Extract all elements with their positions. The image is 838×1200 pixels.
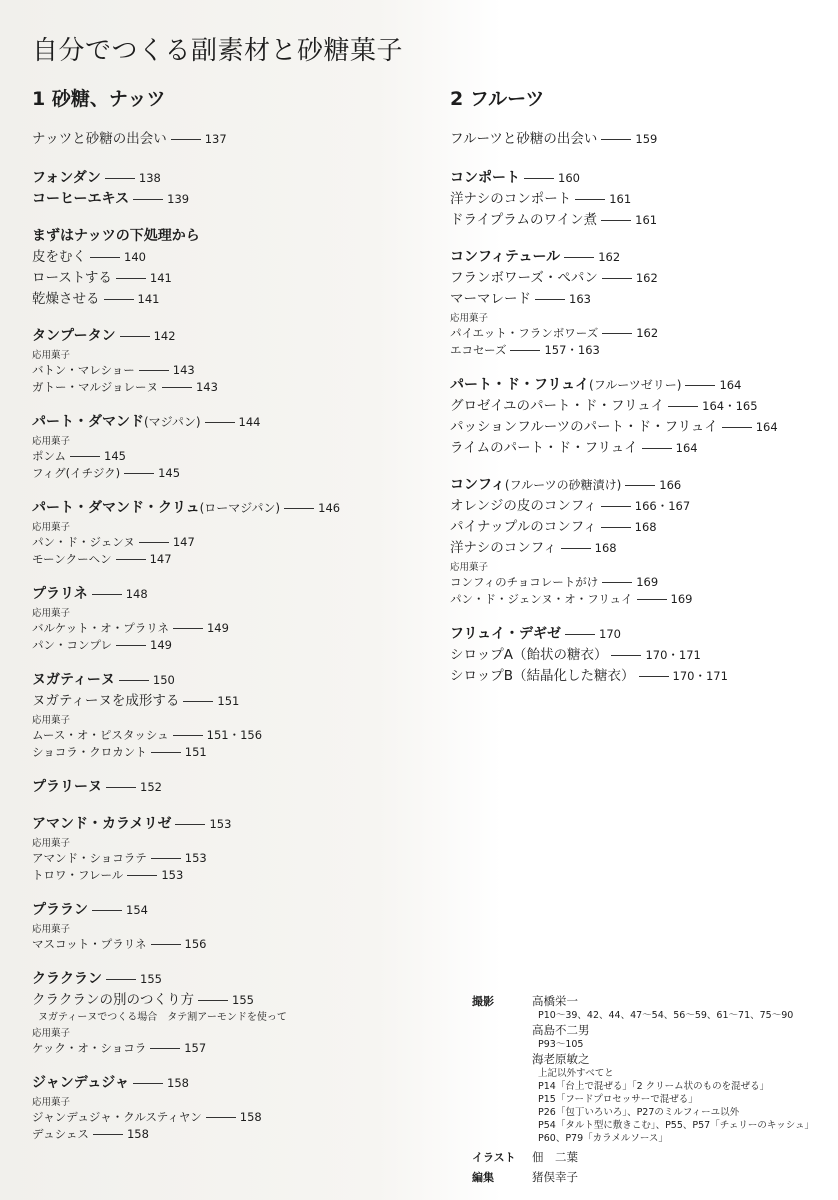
leader-dash [206,1117,236,1118]
entry-page: 143 [172,363,195,377]
applied-sweets-label: 応用菓子 [32,1097,71,1108]
entry-subtitle: (ローマジパン) [199,501,281,515]
leader-dash [116,278,146,279]
leader-dash [198,1000,228,1001]
toc-group [32,412,432,482]
entry-label: ライムのパート・ド・フリュイ [450,440,638,456]
entry-label: ケック・オ・ショコラ [32,1041,147,1055]
entry-page: 138 [138,171,161,185]
toc-entry [32,247,432,268]
toc-column-sugar-nuts [32,84,432,1159]
entry-label: アマンド・ショコラテ [32,851,147,865]
leader-dash [119,680,149,681]
entry-subtitle: (フルーツの砂糖漬け) [504,478,622,492]
toc-group [450,168,830,231]
toc-entry [450,189,830,210]
leader-dash [611,655,641,656]
leader-dash [124,473,154,474]
entry-label: クラクランの別のつくり方 [32,992,194,1008]
toc-entry [32,168,432,189]
leader-dash [565,634,595,635]
credit-detail: P15「フードプロセッサーで混ぜる」 [538,1094,698,1105]
entry-label: タンプータン [32,328,116,344]
leader-dash [284,508,314,509]
toc-entry [32,1126,432,1143]
leader-dash [637,599,667,600]
toc-group [32,326,432,396]
toc-entry [450,375,830,396]
leader-dash [722,427,752,428]
leader-dash [106,979,136,980]
credit-role: 撮影 [472,995,494,1008]
leader-dash [151,858,181,859]
entry-label: プラリーヌ [32,779,102,795]
toc-entry [32,1040,432,1057]
entry-page: 161 [609,192,632,206]
credit-detail: P14「台上で混ぜる」「2 クリーム状のものを混ぜる」 [538,1081,770,1092]
leader-dash [133,1083,163,1084]
entry-page: 144 [238,415,261,429]
leader-dash [150,1048,180,1049]
entry-label: パート・ダマンド・クリュ [32,500,200,516]
entry-label: 洋ナシのコンポート [450,191,572,207]
credit-role: イラスト [472,1151,516,1164]
entry-page: 168 [634,520,657,534]
toc-entry [32,777,432,798]
entry-page: 152 [140,780,162,794]
entry-label: フォンダン [32,170,101,186]
entry-label: ナッツと砂糖の出会い [32,131,167,147]
toc-entry [450,210,830,231]
credit-body [532,1169,836,1185]
toc-entry [32,620,432,637]
toc-entry [450,666,830,687]
toc-entry [32,1073,432,1094]
leader-dash [183,701,213,702]
leader-dash [602,333,632,334]
leader-dash [116,645,146,646]
credit-name: 高島不二男 [532,1023,590,1037]
credit-detail: P54「タルト型に敷きこむ」、P55、P57「チェリーのキッシュ」 [538,1120,815,1131]
leader-dash [127,875,157,876]
entry-page: 149 [150,638,172,652]
entry-label: パッションフルーツのパート・ド・フリュイ [450,419,718,435]
leader-dash [105,178,135,179]
toc-entry [32,936,432,953]
toc-entry [450,396,830,417]
credit-detail: P26「包丁いろいろ」、P27のミルフィーユ以外 [538,1107,740,1118]
leader-dash [510,350,540,351]
leader-dash [139,370,169,371]
entry-label: エコセーズ [450,343,507,357]
entry-page: 153 [161,868,184,882]
toc-group [32,584,432,654]
leader-dash [173,628,203,629]
leader-dash [642,448,672,449]
entry-label: マーマレード [450,291,531,307]
entry-label: パイエット・フランボワーズ [450,326,599,340]
entry-page: 146 [318,501,341,515]
toc-group [32,900,432,953]
entry-label: ムース・オ・ピスタッシュ [32,728,169,742]
leader-dash [93,1134,123,1135]
entry-label: パイナップルのコンフィ [450,519,597,535]
entry-label: フィグ(イチジク) [32,466,121,480]
entry-label: まずはナッツの下処理から [32,228,200,244]
credit-body [532,1149,836,1165]
entry-page: 155 [232,993,254,1007]
entry-page: 151 [184,745,207,759]
entry-page: 163 [569,292,591,306]
entry-label: パン・ド・ジェンヌ [32,535,135,549]
credit-detail: P93～105 [538,1039,584,1050]
entry-page: 141 [149,271,172,285]
toc-entry [32,226,432,247]
applied-sweets-label: 応用菓子 [32,522,71,533]
entry-page: 164 [675,441,698,455]
entry-page: 169 [670,592,693,606]
credits [472,993,836,1189]
entry-page: 158 [239,1110,262,1124]
entry-label: アマンド・カラメリゼ [32,816,172,832]
entry-label: パン・ド・ジェンヌ・オ・フリュイ [450,592,633,606]
toc-entry [32,534,432,551]
entry-page: 140 [124,250,146,264]
entry-label: ポンム [32,449,67,463]
entry-label: ドライプラムのワイン煮 [450,212,598,228]
entry-page: 169 [636,575,659,589]
leader-dash [205,422,235,423]
entry-label: ジャンデュジャ [32,1075,130,1091]
toc-entry [32,691,432,712]
entry-label: 洋ナシのコンフィ [450,540,557,556]
leader-dash [602,582,632,583]
page-title: 自分でつくる副素材と砂糖菓子 [32,36,404,66]
leader-dash [685,385,715,386]
entry-label: プラリネ [32,586,88,602]
entry-page: 147 [172,535,195,549]
entry-page: 142 [153,329,176,343]
toc-entry [450,417,830,438]
entry-page: 150 [152,673,175,687]
toc-entry [450,168,830,189]
entry-page: 139 [167,192,190,206]
credit-body [532,993,836,1145]
leader-dash [92,910,122,911]
entry-label: グロゼイユのパート・ド・フリュイ [450,398,665,414]
leader-dash [639,676,669,677]
credit-role: 編集 [472,1171,494,1184]
toc-group [32,670,432,761]
applied-sweets-label: 応用菓子 [32,715,71,726]
leader-dash [70,456,100,457]
leader-dash [561,548,591,549]
credit-row [472,1169,836,1185]
toc-group [450,475,830,608]
toc-entry [32,670,432,691]
toc-entry [32,969,432,990]
toc-entry [450,342,830,359]
toc-entry [450,496,830,517]
entry-label: バルケット・オ・プラリネ [32,621,169,635]
entry-page: 151 [217,694,240,708]
entry-label: コンフィ [450,477,505,493]
entry-label: ヌガティーヌでつくる場合 タテ割アーモンドを使って [38,1012,287,1023]
credit-detail: P60、P79「カラメルソース」 [538,1133,668,1144]
entry-label: ガトー・マルジョレーヌ [32,380,158,394]
toc-entry [32,498,432,519]
toc-intro-entry [32,129,432,150]
entry-page: 166・167 [634,499,691,513]
entry-label: シロップB（結晶化した糖衣） [450,668,635,684]
leader-dash [175,824,205,825]
leader-dash [92,594,122,595]
entry-label: パン・コンプレ [32,638,113,652]
toc-group [32,168,432,210]
entry-page: 149 [206,621,229,635]
leader-dash [133,199,163,200]
entry-page: 170・171 [672,669,728,683]
entry-page: 170・171 [645,648,701,662]
entry-page: 164・165 [702,399,758,413]
leader-dash [106,787,136,788]
entry-page: 161 [635,213,658,227]
toc-entry [450,289,830,310]
entry-page: 159 [635,132,658,146]
leader-dash [171,139,201,140]
entry-label: パート・ダマンド [32,414,144,430]
entry-page: 162 [636,326,659,340]
toc-group [32,777,432,798]
leader-dash [535,299,565,300]
toc-entry [450,325,830,342]
toc-column-fruits [450,84,830,703]
section-title: 1 砂糖、ナッツ [32,88,166,110]
entry-label: プララン [32,902,88,918]
credit-detail: P10～39、42、44、47～54、56～59、61～71、75～90 [538,1010,794,1021]
entry-page: 170 [599,627,621,641]
toc-intro-entry [450,129,830,150]
credit-row [472,993,836,1145]
entry-label: コンポート [450,170,520,186]
leader-dash [173,735,203,736]
section-title: 2 フルーツ [450,88,545,110]
entry-label: シロップA（飴状の糖衣） [450,647,608,663]
entry-page: 154 [126,903,148,917]
entry-page: 162 [635,271,658,285]
toc-entry [450,517,830,538]
credit-detail: 上記以外すべてと [538,1068,614,1079]
toc-entry [32,379,432,396]
applied-sweets-label: 応用菓子 [32,924,71,935]
leader-dash [601,139,631,140]
toc-entry [450,624,830,645]
entry-label: クラクラン [32,971,102,987]
leader-dash [564,257,594,258]
entry-page: 155 [140,972,162,986]
entry-page: 162 [598,250,621,264]
toc-entry [32,448,432,465]
entry-page: 143 [195,380,218,394]
leader-dash [104,299,134,300]
entry-label: 乾燥させる [32,291,100,307]
leader-dash [162,387,192,388]
entry-label: ショコラ・クロカント [32,745,147,759]
entry-page: 166 [659,478,682,492]
entry-subtitle: (フルーツゼリー) [589,378,682,392]
leader-dash [151,944,181,945]
toc-entry [450,591,830,608]
entry-label: 皮をむく [32,249,86,265]
toc-entry [32,814,432,835]
entry-label: ローストする [32,270,112,286]
toc-entry [450,247,830,268]
entry-label: ヌガティーヌを成形する [32,693,180,709]
leader-dash [602,278,632,279]
leader-dash [90,257,120,258]
toc-entry [32,326,432,347]
credit-name: 佃 二葉 [532,1150,578,1164]
toc-entry [32,412,432,433]
entry-page: 148 [125,587,148,601]
entry-page: 164 [755,420,778,434]
toc-entry [32,551,432,568]
entry-page: 145 [104,449,126,463]
entry-page: 157 [184,1041,207,1055]
entry-label: コンフィテュール [450,249,561,265]
toc-entry [32,465,432,482]
entry-page: 145 [158,466,181,480]
leader-dash [668,406,698,407]
applied-sweets-label: 応用菓子 [32,608,71,619]
entry-label: マスコット・プラリネ [32,937,147,951]
entry-page: 141 [137,292,160,306]
toc-entry [32,362,432,379]
toc-entry [32,900,432,921]
entry-page: 158 [126,1127,149,1141]
applied-sweets-label: 応用菓子 [32,350,71,361]
leader-dash [151,752,181,753]
toc-entry [32,867,432,884]
entry-label: コーヒーエキス [32,191,130,207]
toc-entry [32,584,432,605]
toc-entry [450,538,830,559]
entry-label: ジャンデュジャ・クルスティヤン [32,1110,202,1124]
entry-subtitle: (マジパン) [144,415,201,429]
applied-sweets-label: 応用菓子 [32,436,71,447]
toc-group [32,226,432,310]
entry-page: 156 [184,937,207,951]
leader-dash [601,527,631,528]
toc-entry [32,744,432,761]
toc-entry [450,645,830,666]
applied-sweets-label: 応用菓子 [450,313,489,324]
applied-sweets-label: 応用菓子 [32,1028,71,1039]
entry-page: 164 [719,378,742,392]
toc-entry [32,1109,432,1126]
toc-entry [450,438,830,459]
applied-sweets-label: 応用菓子 [450,562,489,573]
entry-label: フランボワーズ・ぺパン [450,270,598,286]
entry-page: 137 [204,132,227,146]
toc-entry [32,189,432,210]
entry-page: 158 [167,1076,189,1090]
leader-dash [625,485,655,486]
toc-entry [32,727,432,744]
toc-entry [32,1011,432,1025]
toc-group [450,624,830,687]
entry-page: 151・156 [206,728,263,742]
applied-sweets-label: 応用菓子 [32,838,71,849]
toc-group [450,247,830,359]
credit-name: 高橋栄一 [532,994,578,1008]
entry-page: 147 [149,552,172,566]
credit-name: 猪俣幸子 [532,1170,578,1184]
toc-group [32,814,432,884]
entry-label: バトン・マレショー [32,363,135,377]
toc-entry [32,289,432,310]
toc-entry [32,850,432,867]
entry-label: パート・ド・フリュイ [450,377,590,393]
leader-dash [139,542,169,543]
toc-entry [450,268,830,289]
entry-label: モーンクーヘン [32,552,112,566]
entry-page: 153 [209,817,232,831]
leader-dash [116,559,146,560]
toc-group [32,498,432,568]
toc-entry [32,268,432,289]
entry-label: オレンジの皮のコンフィ [450,498,597,514]
entry-label: フリュイ・デギゼ [450,626,562,642]
leader-dash [120,336,150,337]
entry-page: 153 [184,851,207,865]
leader-dash [524,178,554,179]
toc-group [32,969,432,1057]
entry-page: 168 [594,541,617,555]
entry-label: フルーツと砂糖の出会い [450,131,598,147]
leader-dash [575,199,605,200]
leader-dash [601,220,631,221]
entry-page: 160 [558,171,580,185]
entry-label: コンフィのチョコレートがけ [450,575,599,589]
toc-entry [32,990,432,1011]
entry-label: ヌガティーヌ [32,672,115,688]
credit-name: 海老原敏之 [532,1052,590,1066]
toc-entry [450,475,830,496]
entry-page: 157・163 [544,343,600,357]
entry-label: デュシェス [32,1127,89,1141]
toc-group [450,375,830,459]
credit-row [472,1149,836,1165]
toc-entry [32,637,432,654]
entry-label: トロワ・フレール [32,868,124,882]
toc-entry [450,574,830,591]
leader-dash [601,506,631,507]
toc-group [32,1073,432,1143]
